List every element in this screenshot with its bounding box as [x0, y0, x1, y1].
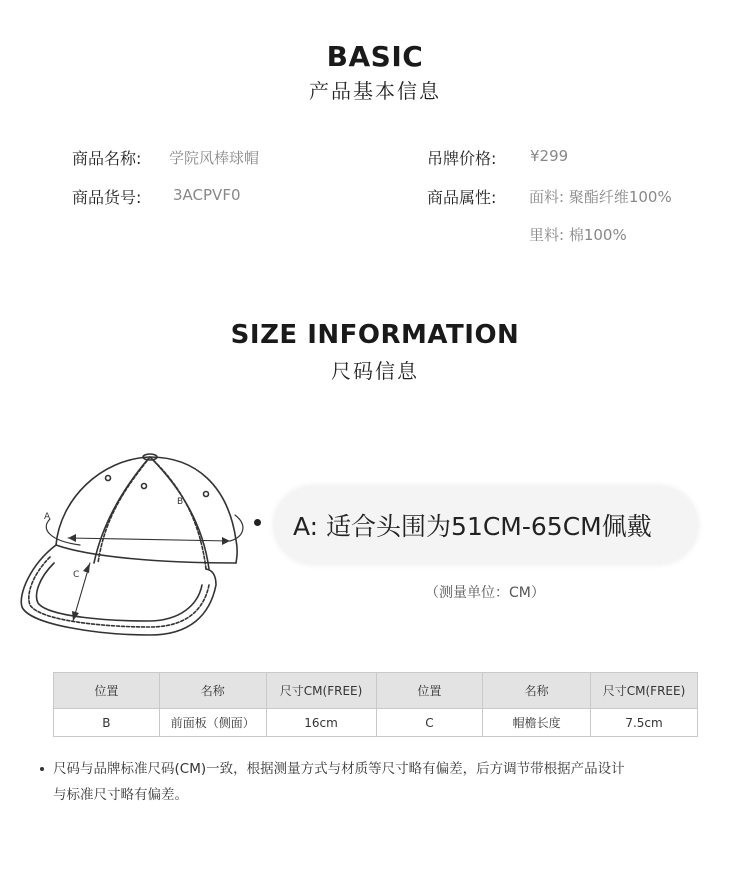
fit-bullet: [254, 519, 261, 526]
size-table: [53, 672, 698, 737]
price-label: 吊牌价格:: [427, 149, 497, 168]
header-position-2: 位置: [376, 673, 483, 709]
cap-diagram: [10, 445, 250, 645]
size-subtitle: 尺码信息: [331, 359, 419, 383]
product-code-value: 3ACPVF0: [173, 186, 241, 204]
cell-name-front-panel: 前面板（侧面）: [159, 709, 266, 737]
fabric-value: 面料: 聚酯纤维100%: [529, 188, 672, 206]
table-header-row: [54, 673, 698, 709]
note-bullet: [40, 767, 44, 771]
price-value: ¥299: [530, 147, 569, 165]
header-name: 名称: [159, 673, 266, 709]
cap-label-c: C: [73, 570, 80, 580]
cap-label-a: A: [44, 512, 51, 522]
cell-size-c: 7.5cm: [591, 709, 698, 737]
cell-size-b: 16cm: [266, 709, 376, 737]
cell-name-brim: 帽檐长度: [483, 709, 591, 737]
basic-subtitle: 产品基本信息: [309, 79, 441, 103]
product-name-label: 商品名称:: [72, 149, 142, 168]
product-code-label: 商品货号:: [72, 188, 142, 207]
cell-position-b: B: [54, 709, 160, 737]
header-position: 位置: [54, 673, 160, 709]
cap-label-b: B: [177, 497, 184, 507]
size-title: SIZE INFORMATION: [230, 320, 520, 350]
note-line-2: 与标准尺寸略有偏差。: [53, 787, 188, 803]
fit-text: A: 适合头围为51CM-65CM佩戴: [293, 512, 652, 541]
product-name-value: 学院风棒球帽: [169, 149, 260, 167]
cell-position-c: C: [376, 709, 483, 737]
unit-note: （测量单位：CM）: [425, 585, 545, 601]
attribute-label: 商品属性:: [427, 188, 497, 207]
header-size-2: 尺寸CM(FREE): [591, 673, 698, 709]
header-size: 尺寸CM(FREE): [266, 673, 376, 709]
note-line-1: 尺码与品牌标准尺码(CM)一致，根据测量方式与材质等尺寸略有偏差，后方调节带根据产品设计: [53, 761, 625, 777]
basic-title: BASIC: [326, 40, 424, 73]
table-row: [54, 709, 698, 737]
header-name-2: 名称: [483, 673, 591, 709]
lining-value: 里料: 棉100%: [529, 226, 627, 244]
